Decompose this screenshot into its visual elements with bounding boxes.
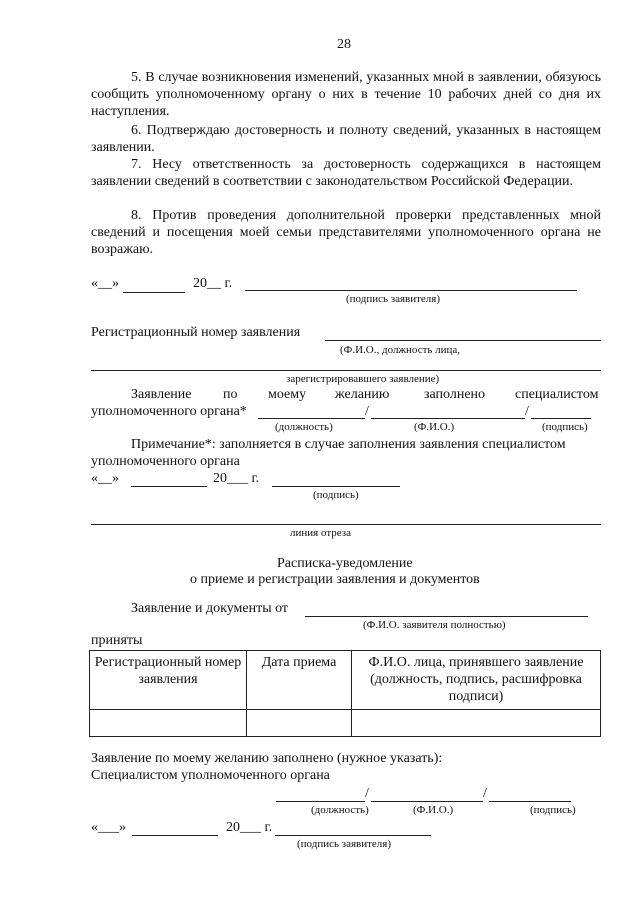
filled-by-word: заполнено xyxy=(424,387,486,402)
cut-line xyxy=(91,524,601,525)
filled-by-organ: уполномоченного органа* xyxy=(91,404,247,419)
cell-registration-number[interactable] xyxy=(90,710,247,737)
specialist-sign-field[interactable] xyxy=(531,418,591,419)
receipt-applicant-sign-caption: (подпись заявителя) xyxy=(297,838,392,850)
table-row xyxy=(90,710,601,737)
header-registration-number: Регистрационный номер заявления xyxy=(90,651,247,710)
receipt-table xyxy=(89,650,601,737)
receipt-caption-sign: (подпись) xyxy=(530,804,576,816)
date-year-1: 20__ г. xyxy=(193,276,233,291)
receipt-position-field[interactable] xyxy=(276,801,365,802)
from-label: Заявление и документы от xyxy=(131,601,289,616)
receipt-date-month-field[interactable] xyxy=(132,835,218,836)
receipt-title: Расписка-уведомление xyxy=(277,556,413,571)
registration-caption-2: зарегистрировавшего заявление) xyxy=(286,373,440,385)
accepted-label: приняты xyxy=(91,633,143,648)
filled-by-word: специалистом xyxy=(515,387,599,402)
caption-name: (Ф.И.О.) xyxy=(414,421,455,433)
applicant-signature-field[interactable] xyxy=(245,290,577,291)
note-line-1: Примечание*: заполняется в случае заполнения заявления специалистом xyxy=(131,437,566,452)
signature-field-2[interactable] xyxy=(272,486,400,487)
header-receiver: Ф.И.О. лица, принявшего заявление (должность, подпись, расшифровка подписи) xyxy=(352,651,601,710)
registrar-field[interactable] xyxy=(91,370,601,371)
cell-date[interactable] xyxy=(247,710,352,737)
receipt-date-day: «___» xyxy=(91,820,126,835)
specialist-name-field[interactable] xyxy=(371,418,525,419)
receipt-sign-field[interactable] xyxy=(489,801,571,802)
receipt-caption-name: (Ф.И.О.) xyxy=(413,804,454,816)
filled-label: Заявление по моему желанию заполнено (нужное указать): xyxy=(91,751,443,766)
specialist-position-field[interactable] xyxy=(258,418,365,419)
paragraph-7: 7. Несу ответственность за достоверность содержащихся в настоящем заявлении сведений в соответствии с законодательством Российской Федерации. xyxy=(91,157,601,189)
applicant-signature-caption: (подпись заявителя) xyxy=(346,293,441,305)
date-year-2: 20___ г. xyxy=(213,471,260,486)
specialist-label: Специалистом уполномоченного органа xyxy=(91,768,330,783)
registration-label: Регистрационный номер заявления xyxy=(91,325,301,340)
date-day-1: «__» xyxy=(91,276,119,291)
applicant-name-field[interactable] xyxy=(305,616,588,617)
paragraph-8: 8. Против проведения дополнительной проверки представленных мной сведений и посещения моей семьи представителями уполномоченного органа не возражаю. xyxy=(91,208,601,257)
date-day-2: «__» xyxy=(91,471,119,486)
filled-by-word: моему xyxy=(268,387,307,402)
date-month-field-2[interactable] xyxy=(131,486,207,487)
cut-line-label: линия отреза xyxy=(290,527,351,539)
receipt-date-year: 20___ г. xyxy=(226,820,273,835)
receipt-applicant-sign-field[interactable] xyxy=(275,835,431,836)
filled-by-word: Заявление xyxy=(131,387,192,402)
receipt-subtitle: о приеме и регистрации заявления и документов xyxy=(190,572,480,587)
page-number: 28 xyxy=(337,37,351,52)
caption-position: (должность) xyxy=(275,421,333,433)
receipt-name-field[interactable] xyxy=(371,801,483,802)
signature-caption-2: (подпись) xyxy=(313,489,359,501)
registration-number-field[interactable] xyxy=(325,340,601,341)
note-line-2: уполномоченного органа xyxy=(91,454,240,469)
filled-by-word: желанию xyxy=(335,387,390,402)
header-date: Дата приема xyxy=(247,651,352,710)
paragraph-6: 6. Подтверждаю достоверность и полноту сведений, указанных в настоящем заявлении. xyxy=(91,123,601,155)
receipt-caption-position: (должность) xyxy=(311,804,369,816)
paragraph-5: 5. В случае возникновения изменений, указанных мной в заявлении, обязуюсь сообщить уполномоченному органу о них в течение 10 рабочих дней со дня их наступления. xyxy=(91,70,601,119)
date-month-field-1[interactable] xyxy=(123,292,185,293)
applicant-name-caption: (Ф.И.О. заявителя полностью) xyxy=(363,619,506,631)
caption-sign: (подпись) xyxy=(542,421,588,433)
cell-receiver[interactable] xyxy=(352,710,601,737)
table-header-row xyxy=(90,651,601,710)
filled-by-word: по xyxy=(223,387,238,402)
registration-caption-1: (Ф.И.О., должность лица, xyxy=(340,344,461,356)
